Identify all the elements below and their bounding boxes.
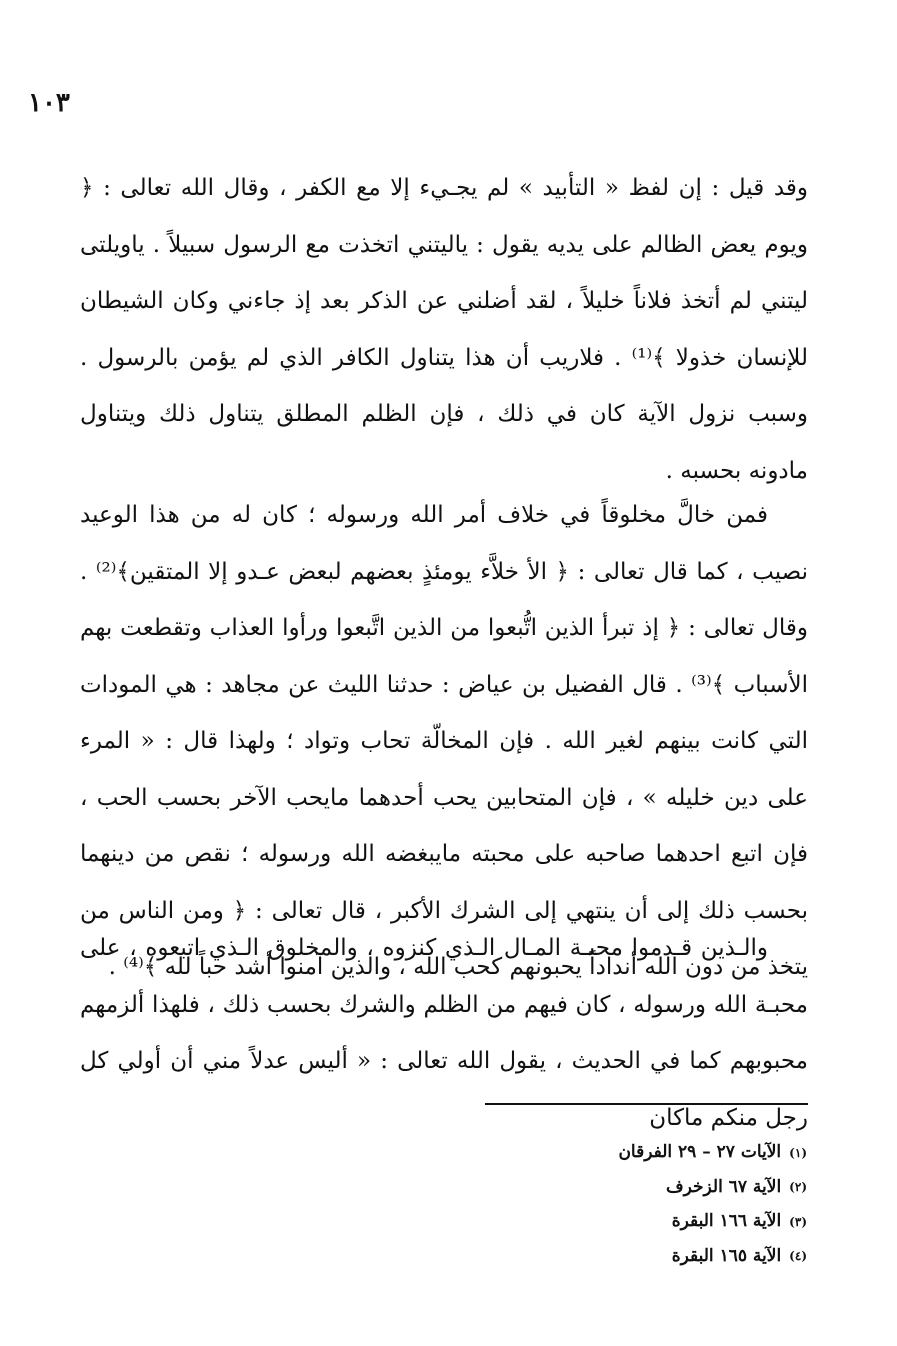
- page-number: ١٠٣: [28, 88, 70, 118]
- footnote-number: (٢): [789, 1180, 807, 1194]
- paragraph-1: وقد قيل : إن لفظ « التأبيد » لم يجـيء إلا مع الكفر ، وقال الله تعالى : ﴿ ويوم يعض الظالم على يديه يقول : ياليتني اتخذت مع الرسول سبيلاً . ياويلتى ليتني لم أتخذ فلاناً خليلاً ، لقد أضلني عن الذكر بعد إذ جاءني وكان الشيطان للإنسان خذولا ﴾⁽¹⁾ . فلاريب أن هذا يتناول الكافر الذي لم يؤمن بالرسول . وسبب نزول الآية كان في ذلك ، فإن الظلم المطلق يتناول ذلك ويتناول مادونه بحسبه .: [80, 175, 809, 484]
- footnote-text: الآيات ٢٧ – ٢٩ الفرقان: [618, 1142, 782, 1162]
- paragraph-3: والـذين قـدموا محبـة المـال الـذي كنزوه ، والمخلوق الـذي اتبعوه ، على محبـة الله ورسوله ، كان فيهم من الظلم والشرك بحسب ذلك ، فلهذا ألزمهم محبوبهم كما في الحديث ، يقول الله تعالى : « أليس عدلاً مني أن أولي كل رجل منكم ماكان: [80, 935, 808, 1131]
- footnote-3: [618, 1204, 807, 1239]
- footnote-4: [618, 1239, 807, 1274]
- footnote-1: [618, 1135, 807, 1170]
- footnote-number: (٣): [789, 1214, 807, 1229]
- footnote-text: الآية ٦٧ الزخرف: [666, 1176, 782, 1197]
- footnote-text: الآية ١٦٦ البقرة: [671, 1211, 782, 1231]
- paragraph-2: فمن خالَّ مخلوقاً في خلاف أمر الله ورسوله ؛ كان له من هذا الوعيد نصيب ، كما قال تعالى : ﴿ الأ خلاَّء يومئذٍ بعضهم لبعض عـدو إلا المتقين﴾⁽²⁾ . وقال تعالى : ﴿ إذ تبرأ الذين اتُّبعوا من الذين اتَّبعوا ورأوا العذاب وتقطعت بهم الأسباب ﴾⁽³⁾ . قال الفضيل بن عياض : حدثنا الليث عن مجاهد : هي المودات التي كانت بينهم لغير الله . فإن المخالّة تحاب وتواد ؛ ولهذا قال : « المرء على دين خليله » ، فإن المتحابين يحب أحدهما مايحب الآخر بحسب الحب ، فإن اتبع احدهما صاحبه على محبته مايبغضه الله ورسوله ؛ نقص من دينهما بحسب ذلك إلى أن ينتهي إلى الشرك الأكبر ، قال تعالى : ﴿ ومن الناس من يتخذ من دون الله أنداداً يحبونهم كحب الله ، والذين آمنوا أشد حباً لله ﴾⁽⁴⁾ .: [80, 502, 808, 980]
- footnote-2: [618, 1170, 807, 1205]
- footnote-number: (١): [789, 1145, 807, 1160]
- footnote-text: الآية ١٦٥ البقرة: [671, 1245, 782, 1266]
- footnotes: [618, 1135, 807, 1273]
- footnote-divider: [485, 1103, 808, 1105]
- footnote-number: (٤): [789, 1249, 807, 1263]
